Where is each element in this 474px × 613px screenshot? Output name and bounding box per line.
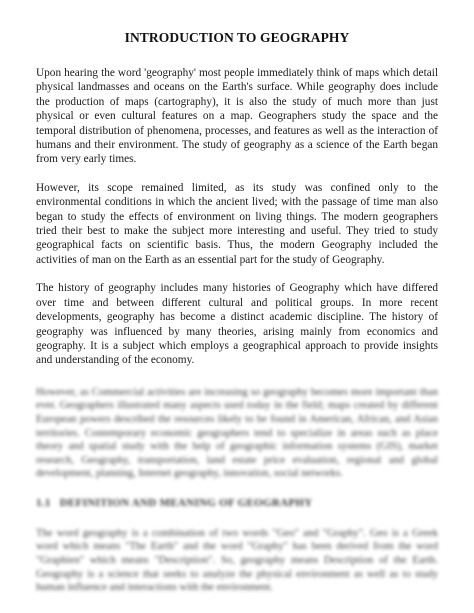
section-number: 1.1 [36,496,51,509]
page-title: INTRODUCTION TO GEOGRAPHY [124,30,350,45]
section-heading [36,497,438,509]
blurred-content [36,386,438,595]
paragraph-scope: However, its scope remained limited, as its study was confined only to the environmental conditions in which the ancient lived; with the passage of time man also began to study the effects of environment on living things. The modern geographers tried their best to make the subject more interesting and useful. They tried to study geographical facts on scientific basis. Thus, the modern Geography included the activities of man on the Earth as an essential part for the study of Geography. [36,181,438,266]
section-title: DEFINITION AND MEANING OF GEOGRAPHY [59,496,313,509]
paragraph-commercial: However, as Commercial activities are increasing so geography becomes more important than ever. Geographers illustrated many aspects used today in the field; maps created by different European powers described the resources likely to be found in American, African, and Asian territories. Contemporary economic geographers tend to specialize in areas such as place theory and spatial study with the help of geographic information systems (GIS), market research, Geography, transportation, land estate price evaluation, regional and global development, planning, Internet geography, innovation, social networks. [36,386,438,480]
paragraph-intro: Upon hearing the word 'geography' most people immediately think of maps which detail physical landmasses and oceans on the Earth's surface. While geography does include the production of maps (cartography), it is also the study of much more than just physical or even cultural features on a map. Geographers study the space and the temporal distribution of phenomena, processes, and features as well as the interaction of humans and their environment. The study of geography as a science of the Earth began from very early times. [36,67,438,166]
paragraph-definition: The word geography is a combination of two words "Geo" and "Graphy". Geo is a Greek word which means "The Earth" and the word "Graphy" has been derived from the word "Graphien" which means "Description". So, geography means Description of the Earth. Geography is a science that seeks to analyze the physical environment as well as to study human influence and interactions with the environment. [36,527,438,594]
paragraph-history: The history of geography includes many histories of Geography which have differed over time and between different cultural and political groups. In more recent developments, geography has become a distinct academic discipline. The history of geography was influenced by many theories, arising mainly from economics and geography. It is a subject which employs a geographical approach to provide insights and understanding of the economy. [36,282,438,367]
